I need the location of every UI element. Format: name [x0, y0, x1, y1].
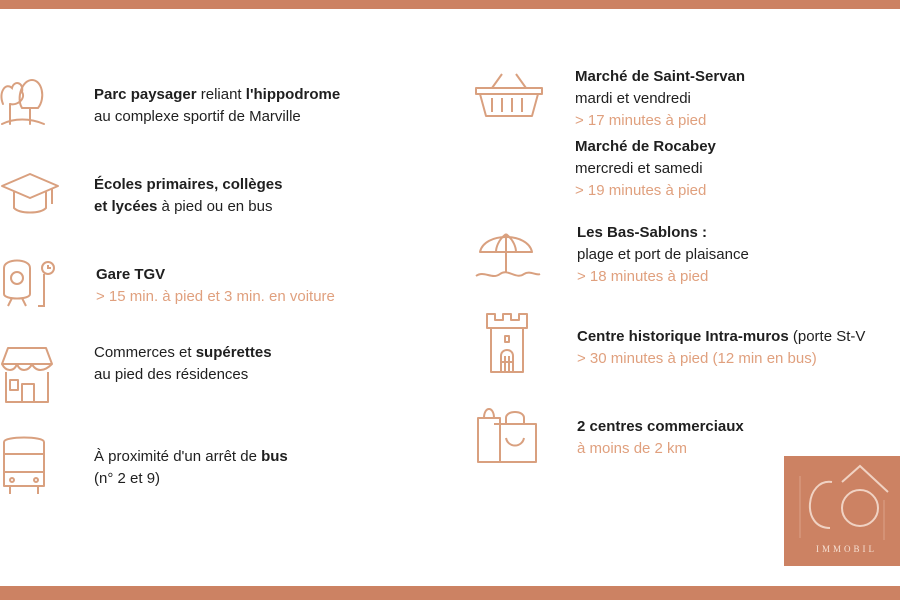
train-title: Gare TGV: [96, 266, 166, 283]
train-clock-icon: [0, 254, 62, 314]
market2-distance: > 19 minutes à pied: [575, 182, 707, 199]
schools-title: Écoles primaires, collèges: [94, 176, 283, 193]
shops-title: supérettes: [195, 344, 272, 361]
graduation-cap-icon: [0, 170, 62, 220]
bus-icon: [0, 434, 50, 498]
beach-line2: plage et port de plaisance: [577, 246, 749, 263]
market2-days: mercredi et samedi: [575, 160, 703, 177]
schools-item: [94, 174, 282, 218]
park-hippodrome: l'hippodrome: [245, 86, 341, 103]
logo-text: IMMOBIL: [816, 544, 877, 554]
bas-sablons-item: [577, 222, 749, 288]
schools-title-2: et lycées: [94, 198, 158, 215]
shops-text: Commerces et: [94, 344, 196, 361]
market-saint-servan-item: [575, 66, 745, 132]
bus-title: bus: [261, 448, 288, 465]
park-item: [94, 84, 340, 128]
bus-text: À proximité d'un arrêt de: [94, 448, 262, 465]
market1-distance: > 17 minutes à pied: [575, 112, 707, 129]
trees-icon: [0, 74, 46, 130]
market1-days: mardi et vendredi: [575, 90, 691, 107]
market1-title: Marché de Saint-Servan: [575, 68, 746, 85]
brand-logo: [784, 456, 900, 566]
tower-icon: [483, 310, 531, 376]
shopping-bag-icon: [474, 402, 540, 466]
historic-title: Centre historique Intra-muros: [577, 328, 789, 345]
park-line2: au complexe sportif de Marville: [94, 108, 301, 125]
beach-title: Les Bas-Sablons :: [577, 224, 708, 241]
bus-item: [94, 446, 288, 490]
schools-line2: à pied ou en bus: [157, 198, 273, 215]
malls-distance: à moins de 2 km: [577, 440, 688, 457]
shops-item: [94, 342, 272, 386]
beach-distance: > 18 minutes à pied: [577, 268, 709, 285]
historic-distance: > 30 minutes à pied (12 min en bus): [577, 350, 817, 367]
historic-note: (porte St-V: [788, 328, 866, 345]
park-title: Parc paysager: [94, 86, 197, 103]
malls-item: [577, 416, 744, 460]
storefront-icon: [0, 344, 54, 406]
bottom-accent-bar: [0, 586, 900, 600]
malls-title: 2 centres commerciaux: [577, 418, 744, 435]
market2-title: Marché de Rocabey: [575, 138, 716, 155]
market-rocabey-item: [575, 136, 716, 202]
beach-umbrella-icon: [474, 226, 542, 282]
train-line2: > 15 min. à pied et 3 min. en voiture: [96, 288, 335, 305]
basket-icon: [472, 70, 546, 120]
historic-center-item: [577, 326, 865, 370]
train-item: [96, 264, 335, 308]
bus-line2: (n° 2 et 9): [94, 470, 161, 487]
shops-line2: au pied des résidences: [94, 366, 249, 383]
top-accent-bar: [0, 0, 900, 9]
park-connector: reliant: [196, 86, 246, 103]
